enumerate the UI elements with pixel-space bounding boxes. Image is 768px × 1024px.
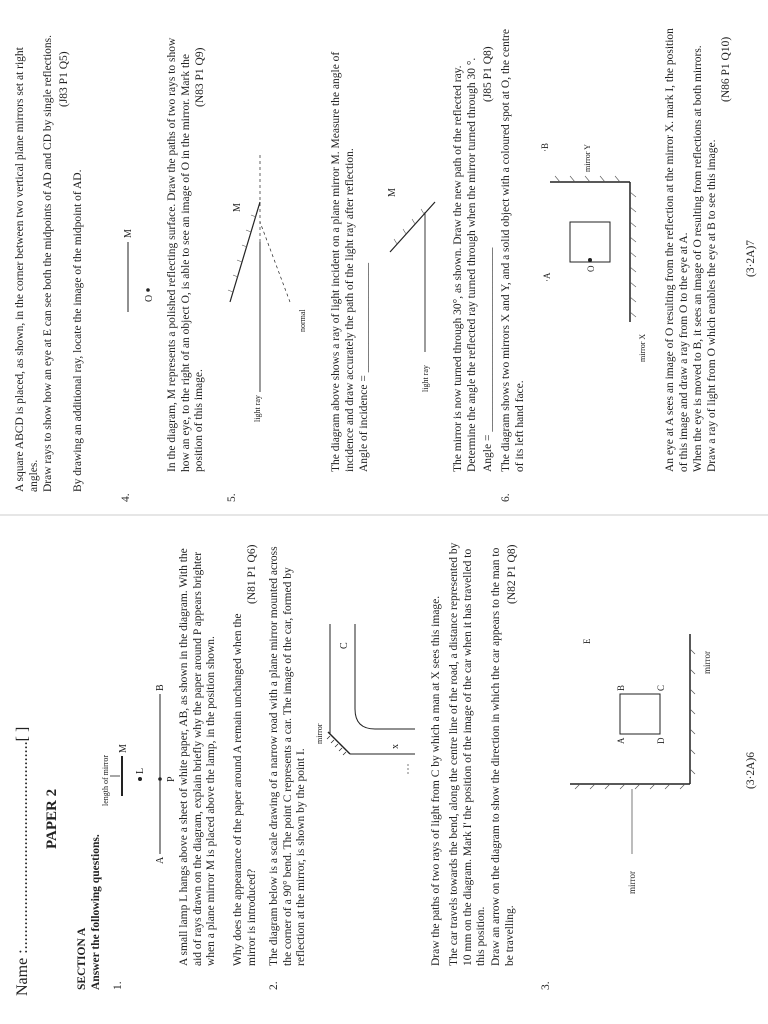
spot-o xyxy=(588,258,592,262)
q6-text: The diagram shows two mirrors X and Y, and a solid object with a coloured spot at O, the centre of its left hand face. xyxy=(500,29,526,472)
q5-diagram xyxy=(220,32,320,452)
label-m: M xyxy=(232,203,243,212)
q6-ref: (N86 P1 Q10) xyxy=(720,36,732,102)
q5-text: The diagram above shows a ray of light incident on a plane mirror M. Measure the angle of incidence and draw accurately the path of the light ray after reflection. xyxy=(330,51,356,472)
section-title: SECTION A xyxy=(76,927,88,990)
q6-text2: An eye at A sees an image of O resulting from the reflection at the mirror X. mark I, the position of this image and draw a ray from O to the eye at A. xyxy=(664,28,690,472)
q5-angle-line: Angle of incidence = ___________________ xyxy=(358,263,370,472)
label-mirror-bottom: mirror xyxy=(702,651,712,674)
solid-object xyxy=(570,222,610,262)
q5-ref: (J85 P1 Q8) xyxy=(482,46,494,102)
label-a: ·A xyxy=(542,272,552,282)
q6-number: 6. xyxy=(500,493,512,502)
left-page xyxy=(0,514,768,1024)
label-light-ray: light ray xyxy=(253,395,262,422)
q1-diagram xyxy=(100,644,180,884)
label-mirror-left: mirror xyxy=(627,871,637,894)
square-abcd xyxy=(620,694,660,734)
label-c: C xyxy=(339,642,350,649)
label-b: ·B xyxy=(540,143,550,152)
q2-number: 2. xyxy=(268,981,280,990)
q1-text2: Why does the appearance of the paper around A remain unchanged when the mirror is introduced? xyxy=(232,613,258,966)
mirror-y-hatch xyxy=(555,176,620,182)
label-a: A xyxy=(616,737,626,744)
q1-number: 1. xyxy=(112,981,124,990)
label-o: O xyxy=(144,294,155,302)
q1-text: A small lamp L hangs above a sheet of white paper, AB, as shown in the diagram. With the aid of rays drawn on the diagram, explain briefly why the paper around P appears brighter when a plane mirror M is placed above the lamp, in the position shown. xyxy=(178,548,217,966)
q2-text-arrow: Draw an arrow on the diagram to show the direction in which the car appears to the man to be travelling. xyxy=(490,547,516,966)
q2-text: The diagram below is a scale drawing of a narrow road with a plane mirror mounted across the corner of a 90° bend. The point C represents a car. The image of the car, formed by reflection at the mirror, is shown by the point I. xyxy=(268,546,307,966)
label-b: B xyxy=(616,684,626,691)
turned-mirror-hatch xyxy=(394,209,424,244)
q3-diagram xyxy=(560,614,720,934)
mirror-hatch xyxy=(327,736,346,755)
point-p xyxy=(158,777,162,781)
road-inner-curve xyxy=(355,709,375,729)
label-mirror: mirror xyxy=(315,723,324,744)
label-m: M xyxy=(118,744,129,753)
q1-ref: (N81 P1 Q6) xyxy=(246,544,258,604)
left-page-footer: (3·2A)6 xyxy=(745,751,757,789)
q3-number: 3. xyxy=(540,981,552,990)
label-a: A xyxy=(155,856,166,864)
label-l: L xyxy=(135,767,146,774)
label-d: D xyxy=(656,737,666,744)
label-m2: M xyxy=(387,188,398,197)
label-mirror-x: mirror X xyxy=(638,333,647,362)
label-m: M xyxy=(123,229,134,238)
mirror-caption: length of mirror xyxy=(101,754,110,806)
mirror-x-hatch xyxy=(630,192,636,317)
paper-title: PAPER 2 xyxy=(44,788,60,849)
label-c: C xyxy=(656,684,666,691)
q4-diagram xyxy=(100,152,160,452)
section-instruction: Answer the following questions. xyxy=(90,834,102,990)
q5-text2: The mirror is now turned through 30°, as shown. Draw the new path of the reflected ray. xyxy=(452,65,464,472)
turned-mirror xyxy=(390,202,435,252)
right-page-footer: (3·2A)7 xyxy=(745,239,757,277)
label-normal: normal xyxy=(298,309,307,332)
label-light-ray-2: light ray xyxy=(421,365,430,392)
q3-ref: (J83 P1 Q5) xyxy=(58,51,70,107)
q5-angle-line2: Angle = ________________________________ xyxy=(482,247,494,472)
q2-ref: (N82 P1 Q8) xyxy=(506,544,518,604)
q2-text-rays: Draw the paths of two rays of light from C by which a man at X sees this image. xyxy=(430,595,442,966)
q2-text-travel: The car travels towards the bend, along the centre line of the road, a distance represented by 10 mm on the diagram. Mark I' the position of the image of the car when it has travelled to this position. xyxy=(448,542,487,966)
label-b: B xyxy=(155,684,166,691)
q6-diagram xyxy=(530,32,660,472)
mirror-m-hatch xyxy=(228,215,256,292)
lamp-l xyxy=(138,777,142,781)
label-x: x xyxy=(390,744,401,749)
q5-text3: Determine the angle the reflected ray turned through when the mirror turned through 30 °. xyxy=(466,57,478,472)
object-o xyxy=(146,288,150,292)
q3-text: A square ABCD is placed, as shown, in the corner between two vertical plane mirrors set at right angles. xyxy=(14,47,40,492)
label-e: E xyxy=(582,638,592,644)
q4-ref: (N83 P1 Q9) xyxy=(194,47,206,107)
q6-text3: When the eye is moved to B, it sees an image of O resulting from reflections at both mirrors. Draw a ray of light from O which enables the eye at B to see this image. xyxy=(692,45,718,472)
q4-number: 4. xyxy=(120,493,132,502)
q4-text: In the diagram, M represents a polished reflecting surface. Draw the paths of two rays to show how an eye, to the right of an object O, is able to see an image of O in the mirror. Mark the position of this image. xyxy=(166,37,205,472)
q2-road-diagram xyxy=(300,604,420,904)
name-line: Name :....................................................[ ] xyxy=(14,726,31,996)
normal-line xyxy=(260,222,290,302)
label-mirror-y: mirror Y xyxy=(583,144,592,172)
label-p: P xyxy=(166,776,177,782)
q3-text3: By drawing an additional ray, locate the image of the midpoint of AD. xyxy=(72,169,84,492)
q3-text2: Draw rays to show how an eye at E can see both the midpoints of AD and CD by single reflections. xyxy=(42,34,54,492)
label-o: O xyxy=(586,265,596,272)
q5-turned-mirror-diagram xyxy=(380,32,450,452)
page-fold xyxy=(0,514,768,516)
q5-number: 5. xyxy=(226,493,238,502)
